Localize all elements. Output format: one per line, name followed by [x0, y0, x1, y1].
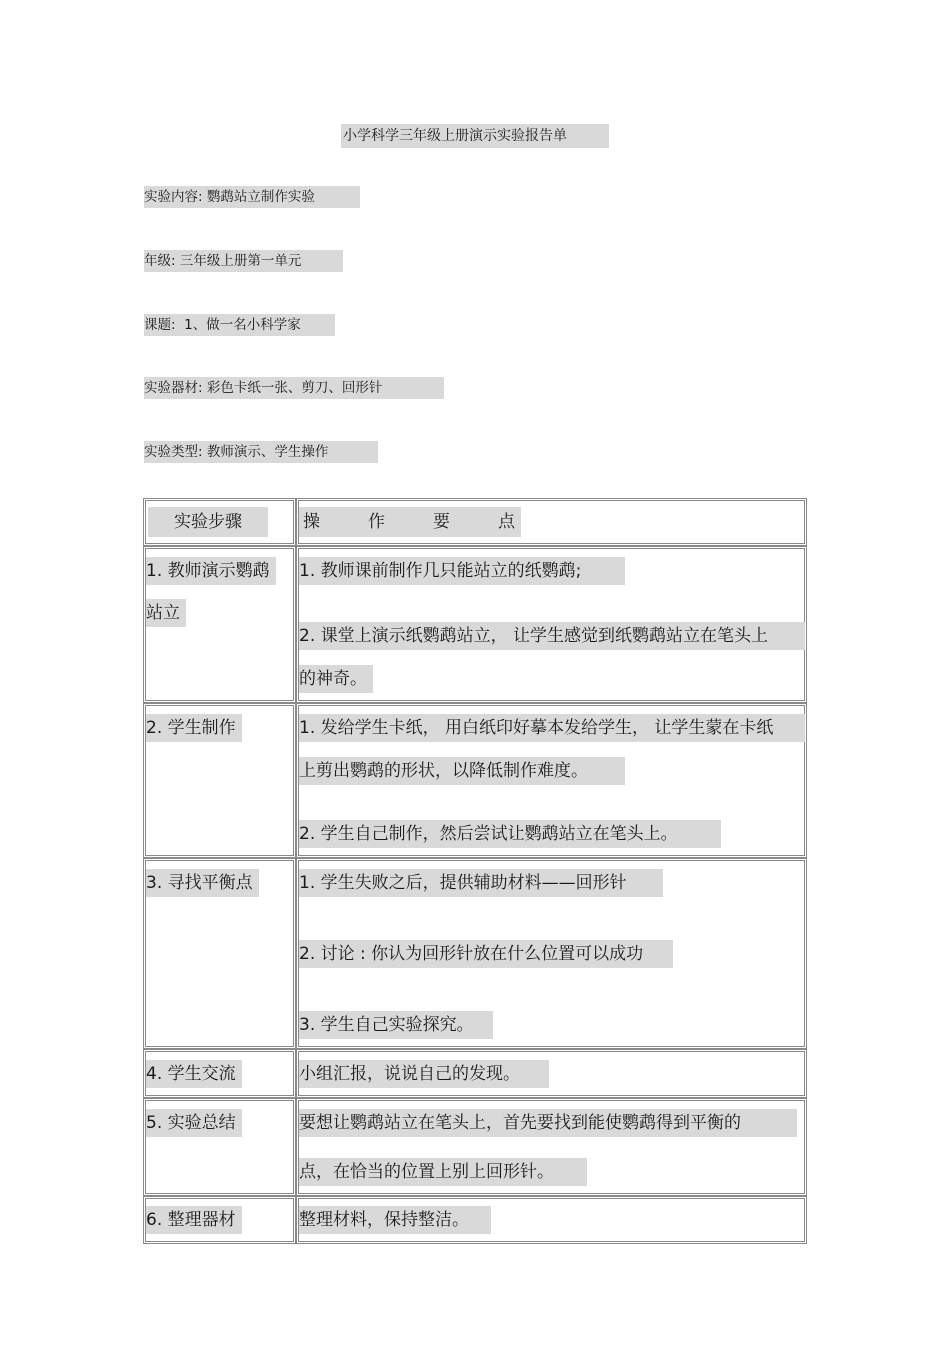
meta-label: 课题:	[144, 317, 176, 333]
table-row	[143, 1098, 807, 1196]
points-cell: 1. 学生失败之后，提供辅助材料——回形针 2. 讨论 : 你认为回形针放在什么位置可以成功 3. 学生自己实验探究。	[296, 858, 807, 1049]
points-cell: 要想让鹦鹉站立在笔头上，首先要找到能使鹦鹉得到平衡的 点，在恰当的位置上别上回形针。	[296, 1098, 807, 1196]
meta-value: 教师演示、学生操作	[206, 444, 329, 460]
meta-grade	[144, 250, 343, 272]
page-title: 小学科学三年级上册演示实验报告单	[341, 124, 609, 148]
meta-value: 彩色卡纸一张、剪刀、回形针	[206, 380, 383, 396]
points-cell: 整理材料，保持整洁。	[296, 1196, 807, 1244]
meta-experiment-type	[144, 441, 378, 463]
table-row	[143, 1049, 807, 1098]
meta-label: 实验类型:	[144, 444, 203, 460]
step-cell: 2. 学生制作	[143, 703, 296, 858]
meta-label: 年级:	[144, 253, 176, 269]
header-points-cell	[296, 498, 807, 546]
header-points: 操 作 要 点	[299, 507, 521, 537]
header-step-cell	[143, 498, 296, 546]
experiment-steps-table	[143, 498, 807, 1244]
step-cell: 5. 实验总结	[143, 1098, 296, 1196]
table-header-row	[143, 498, 807, 546]
table-row	[143, 1196, 807, 1244]
points-cell: 1. 发给学生卡纸， 用白纸印好摹本发给学生， 让学生蒙在卡纸 上剪出鹦鹉的形状，以降低制作难度。 2. 学生自己制作，然后尝试让鹦鹉站立在笔头上。	[296, 703, 807, 858]
points-cell: 1. 教师课前制作几只能站立的纸鹦鹉; 2. 课堂上演示纸鹦鹉站立， 让学生感觉到纸鹦鹉站立在笔头上 的神奇。	[296, 546, 807, 703]
meta-experiment-content	[144, 186, 360, 208]
header-step: 实验步骤	[148, 507, 268, 537]
table-row	[143, 858, 807, 1049]
meta-label: 实验器材:	[144, 380, 203, 396]
meta-equipment	[144, 377, 444, 399]
table-row	[143, 546, 807, 703]
step-cell: 6. 整理器材	[143, 1196, 296, 1244]
table-row	[143, 703, 807, 858]
step-cell: 3. 寻找平衡点	[143, 858, 296, 1049]
meta-label: 实验内容:	[144, 189, 203, 205]
meta-value: 鹦鹉站立制作实验	[206, 189, 315, 205]
step-cell: 1. 教师演示鹦鹉 站立	[143, 546, 296, 703]
meta-value: 1、做一名小科学家	[184, 317, 301, 333]
step-cell: 4. 学生交流	[143, 1049, 296, 1098]
meta-value: 三年级上册第一单元	[179, 253, 302, 269]
meta-topic	[144, 314, 335, 336]
points-cell: 小组汇报，说说自己的发现。	[296, 1049, 807, 1098]
